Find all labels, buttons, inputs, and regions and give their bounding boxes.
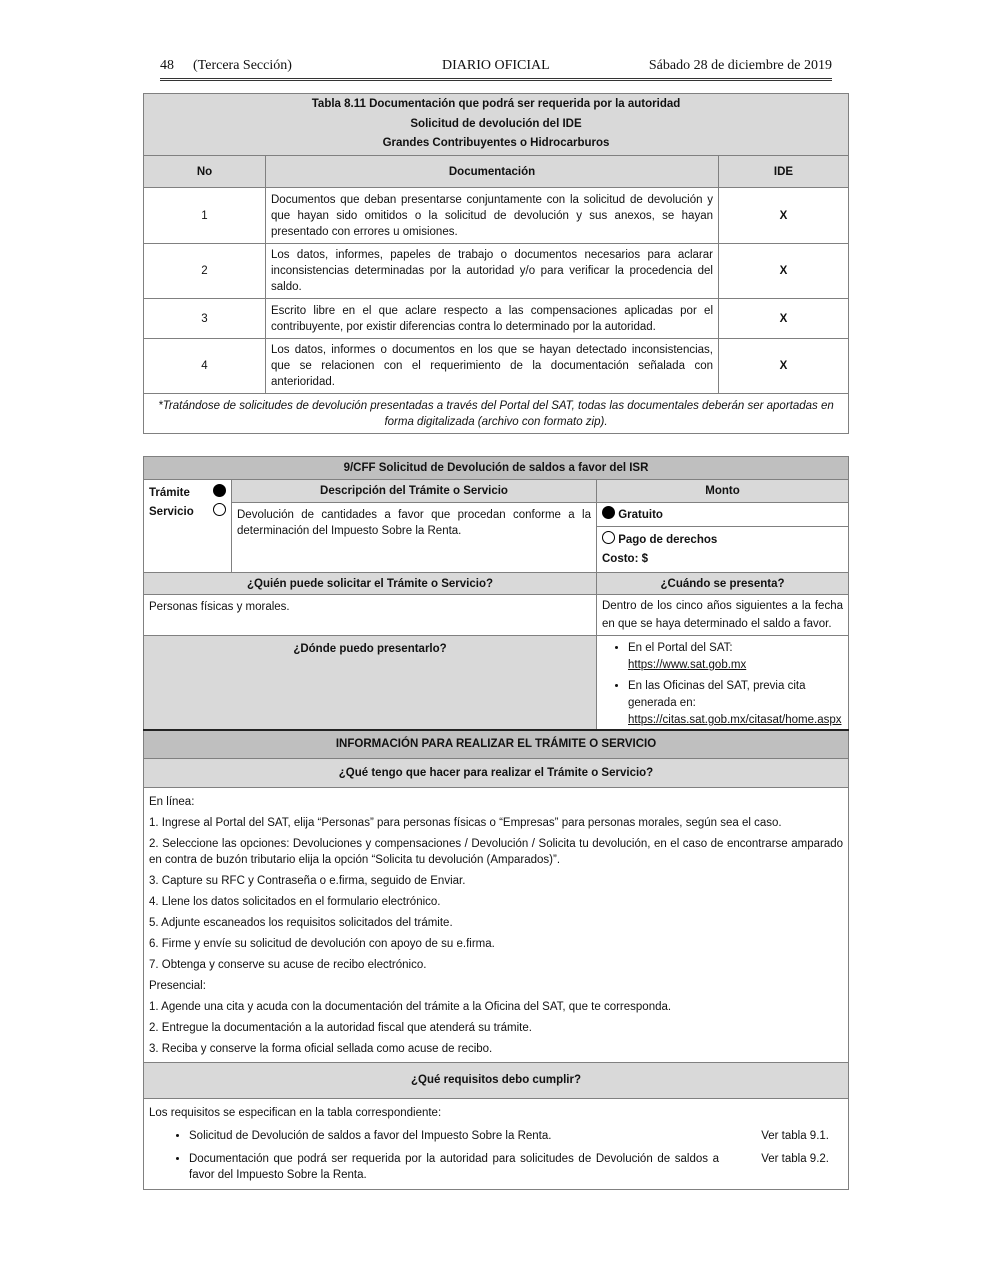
list-item — [628, 678, 843, 729]
step-text: 5. Adjunte escaneados los requisitos solicitados del trámite. — [149, 917, 453, 929]
step-text: 1. Ingrese al Portal del SAT, elija “Personas” para personas físicas o “Empresas” para personas morales, según sea el caso. — [149, 817, 782, 829]
quien-text: Personas físicas y morales. — [144, 595, 597, 636]
citas-link[interactable]: https://citas.sat.gob.mx/citasat/home.aspx — [628, 714, 842, 726]
type-selector — [144, 480, 232, 573]
step-text: 2. Entregue la documentación a la autoridad fiscal que atenderá su trámite. — [149, 1022, 532, 1034]
row-number: 4 — [144, 339, 266, 394]
requisitos-intro: Los requisitos se especifican en la tabla correspondiente: — [149, 1106, 442, 1119]
tramite-label: Trámite — [149, 487, 190, 499]
pago-derechos-label: Pago de derechos — [618, 533, 718, 546]
page-number: 48 — [160, 58, 174, 73]
step-text: 7. Obtenga y conserve su acuse de recibo electrónico. — [149, 959, 427, 971]
step-text: Presencial: — [149, 980, 206, 992]
row-ide-mark: X — [719, 188, 849, 244]
filled-circle-icon — [602, 506, 615, 519]
requisito-ref: Ver tabla 9.2. — [761, 1152, 829, 1165]
table-title-line: Solicitud de devolución del IDE — [410, 117, 582, 130]
monto-header: Monto — [597, 480, 849, 503]
servicio-label: Servicio — [149, 506, 194, 518]
column-header-ide: IDE — [719, 156, 849, 188]
list-item — [189, 1151, 843, 1183]
row-documentation: Documentos que deban presentarse conjuntamente con la solicitud de devolución y que hayan sido omitidos o la solicitud de devolución y sus anexos, se hayan presentado con errores u omisiones. — [266, 188, 719, 244]
requisito-ref: Ver tabla 9.1. — [761, 1129, 829, 1142]
row-ide-mark: X — [719, 244, 849, 299]
step-text: En línea: — [149, 796, 195, 808]
row-number: 3 — [144, 299, 266, 339]
empty-circle-icon — [602, 531, 615, 544]
quien-header: ¿Quién puede solicitar el Trámite o Servicio? — [144, 573, 597, 595]
step-text: 3. Capture su RFC y Contraseña o e.firma, seguido de Enviar. — [149, 875, 466, 887]
info-header: INFORMACIÓN PARA REALIZAR EL TRÁMITE O SERVICIO — [144, 730, 849, 758]
publication-date: Sábado 28 de diciembre de 2019 — [648, 58, 832, 73]
gratuito-option — [597, 503, 849, 527]
sat-portal-link[interactable]: https://www.sat.gob.mx — [628, 659, 747, 671]
donde-list-cell — [597, 636, 849, 731]
empty-circle-icon — [213, 503, 226, 516]
requisitos-header: ¿Qué requisitos debo cumplir? — [144, 1062, 849, 1098]
cuando-header: ¿Cuándo se presenta? — [597, 573, 849, 595]
row-documentation: Los datos, informes, papeles de trabajo o documentos necesarios para aclarar inconsistencias determinadas por la autoridad y/o para verificar la procedencia del saldo. — [266, 244, 719, 299]
que-hacer-header: ¿Qué tengo que hacer para realizar el Trámite o Servicio? — [144, 758, 849, 787]
row-number: 2 — [144, 244, 266, 299]
table-footnote: *Tratándose de solicitudes de devolución presentadas a través del Portal del SAT, todas las documentales deberán ser aportadas en forma digitalizada (archivo con formato zip). — [144, 394, 849, 434]
table-row — [144, 339, 849, 394]
documentation-table — [143, 93, 849, 434]
description-header: Descripción del Trámite o Servicio — [232, 480, 597, 503]
step-text: 3. Reciba y conserve la forma oficial sellada como acuse de recibo. — [149, 1043, 493, 1055]
table-row — [144, 188, 849, 244]
costo-label: Costo: $ — [602, 552, 648, 565]
requisitos-cell — [144, 1098, 849, 1189]
publication-title: DIARIO OFICIAL — [442, 58, 550, 73]
column-header-no: No — [144, 156, 266, 188]
section-label: (Tercera Sección) — [193, 58, 292, 73]
list-item-text: En el Portal del SAT: — [628, 642, 733, 654]
table-row — [144, 299, 849, 339]
step-text: 6. Firme y envíe su solicitud de devolución con apoyo de su e.firma. — [149, 938, 495, 950]
row-documentation: Escrito libre en el que aclare respecto a las compensaciones aplicadas por el contribuyente, por existir diferencias contra lo determinado por la autoridad. — [266, 299, 719, 339]
pago-derechos-option — [597, 527, 849, 573]
step-text: 1. Agende una cita y acuda con la documentación del trámite a la Oficina del SAT, que te corresponda. — [149, 1001, 672, 1013]
step-text: 2. Seleccione las opciones: Devoluciones y compensaciones / Devolución / Solicita tu devolución, en el caso de encontrarse amparado en contra de buzón tributario elija la opción “Solicita tu devolución (Amparados)”. — [149, 838, 843, 866]
column-header-documentacion: Documentación — [266, 156, 719, 188]
row-ide-mark: X — [719, 339, 849, 394]
row-number: 1 — [144, 188, 266, 244]
procedure-title: 9/CFF Solicitud de Devolución de saldos a favor del ISR — [144, 457, 849, 480]
list-item — [189, 1128, 843, 1144]
requisito-text: • Documentación que podrá ser requerida por la autoridad para solicitudes de Devolución de saldos a favor del Impuesto Sobre la Renta. — [189, 1152, 719, 1181]
row-ide-mark: X — [719, 299, 849, 339]
page-header — [160, 56, 832, 81]
donde-header: ¿Dónde puedo presentarlo? — [144, 636, 597, 731]
table-title — [144, 94, 849, 156]
requisito-text: • Solicitud de Devolución de saldos a favor del Impuesto Sobre la Renta. — [189, 1129, 552, 1142]
requisitos-list — [149, 1128, 843, 1183]
procedure-table — [143, 456, 849, 1190]
cuando-text: Dentro de los cinco años siguientes a la fecha en que se haya determinado el saldo a favor. — [597, 595, 849, 636]
table-title-line: Grandes Contribuyentes o Hidrocarburos — [382, 137, 610, 150]
table-title-line: Tabla 8.11 Documentación que podrá ser requerida por la autoridad — [311, 98, 681, 111]
steps-cell — [144, 787, 849, 1062]
gratuito-label: Gratuito — [618, 509, 663, 521]
table-row — [144, 244, 849, 299]
row-documentation: Los datos, informes o documentos en los que se hayan detectado inconsistencias, que se relacionen con el requerimiento de la documentación señalada con anterioridad. — [266, 339, 719, 394]
donde-list — [602, 640, 843, 729]
procedure-description: Devolución de cantidades a favor que procedan conforme a la determinación del Impuesto Sobre la Renta. — [232, 503, 597, 573]
list-item-text: En las Oficinas del SAT, previa cita generada en: — [628, 680, 806, 709]
step-text: 4. Llene los datos solicitados en el formulario electrónico. — [149, 896, 441, 908]
list-item — [628, 640, 843, 674]
filled-circle-icon — [213, 484, 226, 497]
